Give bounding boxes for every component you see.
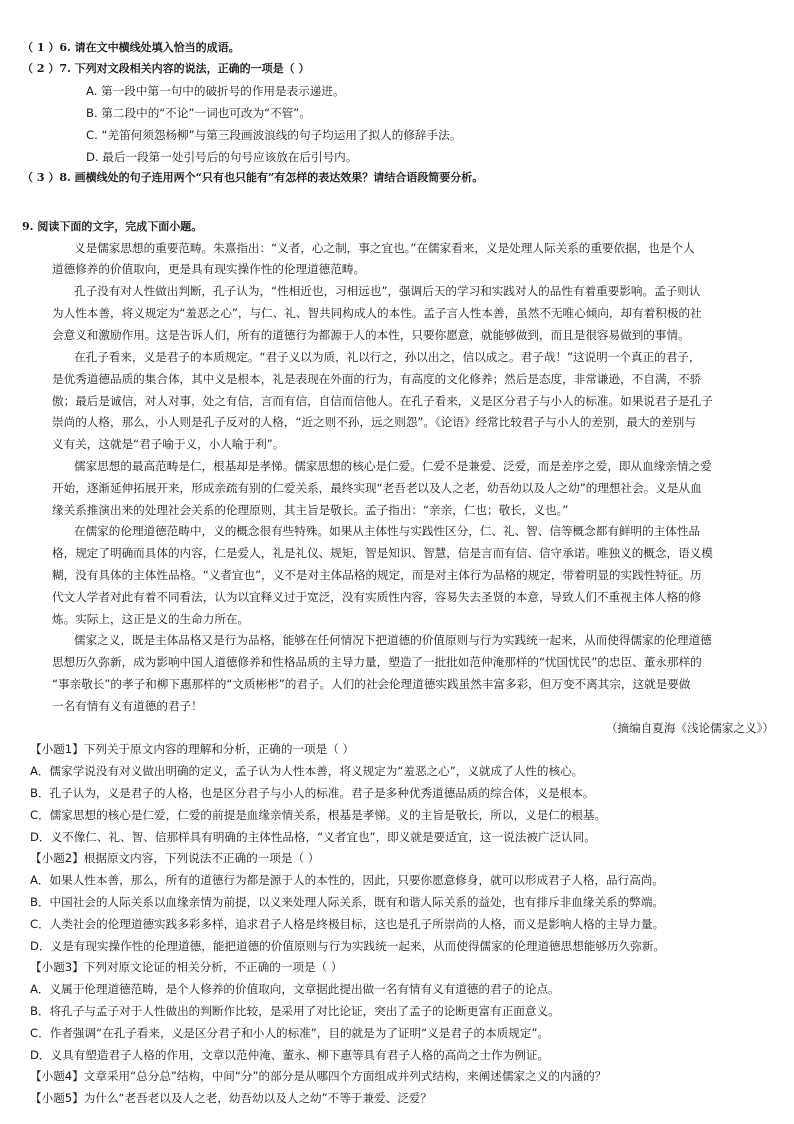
question-7-option-d: D. 最后一段第一处引号后的句号应该放在后引号内。: [86, 150, 358, 164]
passage-line: 缘关系推演出来的处理社会关系的伦理原则，其主旨是敬长。孟子指出：“亲亲，仁也；敬长，义也。”: [52, 503, 569, 517]
passage-line: 是优秀道德品质的集合体，其中义是根本，礼是表现在外面的行为，有高度的文化修养；然后是态度，非常谦逊，不自满，不骄: [52, 372, 702, 386]
option-line: A．如果人性本善，那么，所有的道德行为都是源于人的本性的，因此，只要你愿意修身，就可以形成君子人格，品行高尚。: [30, 873, 664, 887]
passage-line: 糊，没有具体的主体性品格。“义者宜也”，义不是对主体品格的规定，而是对主体行为品格的规定，带着明显的实践性特征。历: [52, 568, 702, 582]
sub-question-4: 【小题4】文章采用“总分总”结构，中间“分”的部分是从哪四个方面组成并列式结构，来阐述儒家之义的内涵的？: [30, 1069, 607, 1083]
passage-line: 为人性本善，将义规定为“羞恶之心”，与仁、礼、智共同构成人的本性。孟子言人性本善，虽然不无唯心倾向，却有着积极的社: [52, 306, 702, 320]
sub-question-5: 【小题5】为什么“老吾老以及人之老，幼吾幼以及人之幼”不等于兼爱、泛爱？: [30, 1091, 432, 1105]
option-line: C．作者强调“在孔子看来，义是区分君子和小人的标准”，目的就是为了证明“义是君子的本质规定”。: [30, 1026, 550, 1040]
question-8: （ 3 ）8. 画横线处的句子连用两个“只有也只能有”有怎样的表达效果？请结合语段简要分析。: [22, 171, 484, 184]
passage-line: 义有关，这就是“君子喻于义，小人喻于利”。: [52, 437, 285, 451]
passage-line: 炼。实际上，这正是义的生命力所在。: [52, 612, 250, 626]
passage-line: 义是儒家思想的重要范畴。朱熹指出：“义者，心之制，事之宜也。”在儒家看来，义是处理人际关系的重要依据，也是个人: [74, 241, 695, 255]
option-line: C．儒家思想的核心是仁爱，仁爱的前提是血缘亲情关系，根基是孝悌。义的主旨是敬长，所以，义是仁的根基。: [30, 808, 607, 822]
passage-line: 儒家之义，既是主体品格又是行为品格，能够在任何情况下把道德的价值原则与行为实践统一起来，从而使得儒家的伦理道德: [74, 633, 712, 647]
passage-line: 道德修养的价值取向，更是具有现实操作性的伦理道德范畴。: [52, 262, 366, 276]
passage-line: 开始，逐渐延伸拓展开来，形成亲疏有别的仁爱关系，最终实现“老吾老以及人之老，幼吾幼以及人之幼”的理想社会。义是从血: [52, 481, 702, 495]
sub-question-1: 【小题1】下列关于原文内容的理解和分析，正确的一项是（ ）: [30, 742, 355, 756]
passage-line: 格，规定了明确而具体的内容，仁是爱人，礼是礼仪、规矩，智是知识、智慧，信是言而有信、信守承诺。唯独义的概念，语义模: [52, 546, 713, 560]
option-line: D．义不像仁、礼、智、信那样具有明确的主体性品格，“义者宜也”，即义就是要适宜，这一说法被广泛认同。: [30, 830, 596, 844]
passage-line: 会意义和激励作用。这是告诉人们，所有的道德行为都源于人的本性，只要你愿意，就能够做到，而且是很容易做到的事情。: [52, 328, 690, 342]
passage-line: 一名有情有义有道德的君子！: [52, 699, 203, 713]
option-line: B．将孔子与孟子对于人性做出的判断作比较，是采用了对比论证，突出了孟子的论断更富有正面意义。: [30, 1004, 560, 1018]
option-line: B．中国社会的人际关系以血缘亲情为前提，以义来处理人际关系，既有和谐人际关系的益处，也有排斥非血缘关系的弊端。: [30, 895, 665, 909]
option-line: D．义具有塑造君子人格的作用，文章以范仲淹、董永、柳下惠等具有君子人格的高尚之士作为例证。: [30, 1048, 550, 1062]
question-7-option-a: A. 第一段中第一句中的破折号的作用是表示递进。: [86, 84, 345, 98]
passage-line: 孔子没有对人性做出判断，孔子认为，“性相近也，习相远也”，强调后天的学习和实践对人的品性有着重要影响。孟子则认: [74, 284, 701, 298]
passage-line: “事亲敬长”的孝子和柳下惠那样的“文质彬彬”的君子。人们的社会伦理道德实践虽然丰富多彩，但万变不离其宗，这就是要做: [52, 677, 691, 691]
question-9-heading: 9. 阅读下面的文字，完成下面小题。: [22, 220, 203, 233]
option-line: A．儒家学说没有对义做出明确的定义，孟子认为人性本善，将义规定为“羞恶之心”，义就成了人性的核心。: [30, 764, 584, 778]
option-line: C．人类社会的伦理道德实践多彩多样，追求君子人格是终极目标，这也是孔子所崇尚的人格，而义是影响人格的主导力量。: [30, 917, 665, 931]
passage-line: 崇尚的人格，那么，小人则是孔子反对的人格，“近之则不孙，远之则怨”。《论语》经常比较君子与小人的差别，最大的差别与: [52, 415, 696, 429]
sub-question-2: 【小题2】根据原文内容，下列说法不正确的一项是（ ）: [30, 851, 320, 865]
option-line: D．义是有现实操作性的伦理道德，能把道德的价值原则与行为实践统一起来，从而使得儒家的伦理道德思想能够历久弥新。: [30, 939, 665, 953]
passage-line: 思想历久弥新，成为影响中国人道德修养和性格品质的主导力量，塑造了一批批如范仲淹那样的“忧国忧民”的忠臣、董永那样的: [52, 655, 702, 669]
passage-line: 在孔子看来，义是君子的本质规定。“君子义以为质，礼以行之，孙以出之，信以成之。君子哉！”这说明一个真正的君子，: [74, 350, 701, 364]
passage-line: 傲；最后是诚信，对人对事，处之有信，言而有信，自信而信他人。在孔子看来，义是区分君子与小人的标准。如果说君子是孔子: [52, 394, 713, 408]
option-line: B．孔子认为，义是君子的人格，也是区分君子与小人的标准。君子是多种优秀道德品质的综合体，义是根本。: [30, 786, 595, 800]
question-7: （ 2 ）7. 下列对文段相关内容的说法，正确的一项是（ ）: [22, 62, 310, 75]
question-7-option-c: C. “羌笛何须怨杨柳”与第三段画波浪线的句子均运用了拟人的修辞手法。: [86, 128, 462, 142]
option-line: A．义属于伦理道德范畴，是个人修养的价值取向，文章据此提出做一名有情有义有道德的君子的论点。: [30, 982, 560, 996]
passage-line: 儒家思想的最高范畴是仁，根基却是孝悌。儒家思想的核心是仁爱。仁爱不是兼爱、泛爱，而是差序之爱，即从血缘亲情之爱: [74, 459, 712, 473]
question-7-option-b: B. 第二段中的“不论”一词也可改为“不管”。: [86, 106, 311, 120]
passage-line: 在儒家的伦理道德范畴中，义的概念很有些特殊。如果从主体性与实践性区分，仁、礼、智、信等概念都有鲜明的主体性品: [74, 524, 701, 538]
passage-line: 代文人学者对此有着不同看法，认为以宜释义过于宽泛，没有实质性内容，容易失去圣贤的本意，导致人们不重视主体人格的修: [52, 590, 702, 604]
question-6: （ 1 ）6. 请在文中横线处填入恰当的成语。: [22, 41, 240, 54]
sub-question-3: 【小题3】下列对原文论证的相关分析，不正确的一项是（ ）: [30, 960, 343, 974]
passage-source: （摘编自夏海《浅论儒家之义》）: [605, 721, 774, 735]
